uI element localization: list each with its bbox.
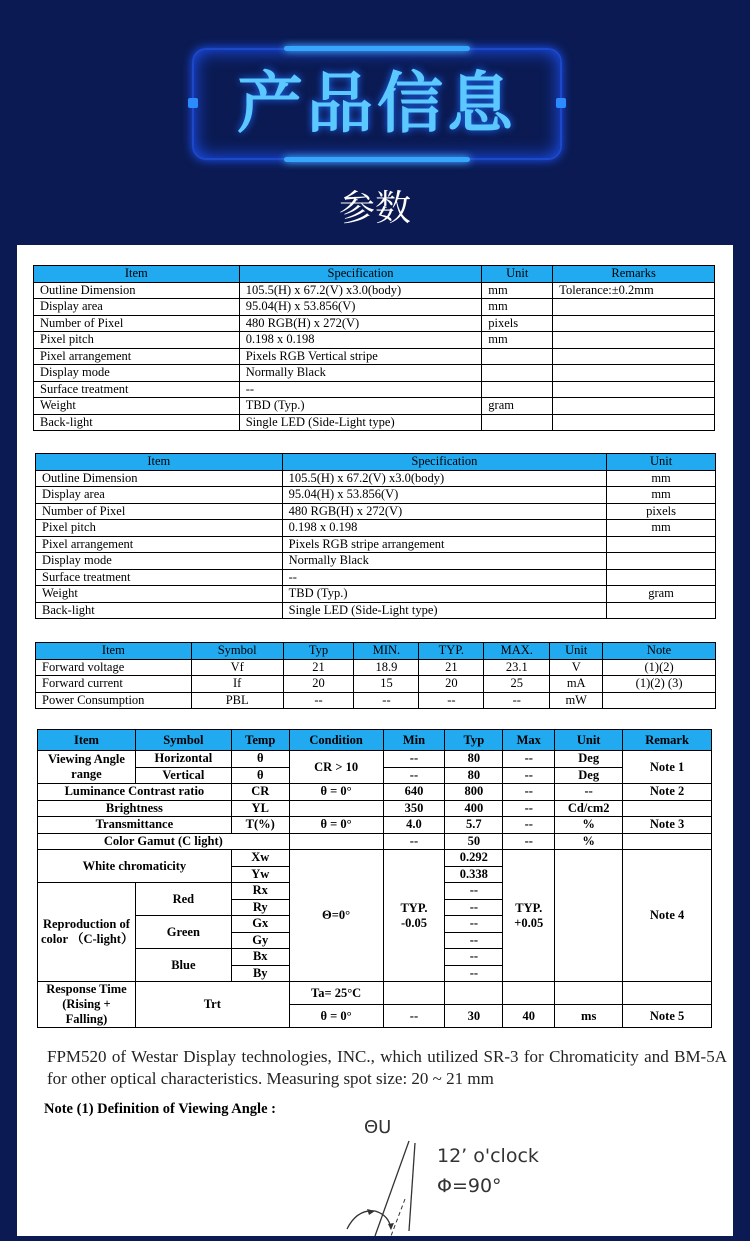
cell: 15 <box>354 676 419 693</box>
cell: 480 RGB(H) x 272(V) <box>239 315 482 332</box>
cell: 640 <box>383 784 445 801</box>
table-row <box>36 659 716 676</box>
cell: (1)(2) <box>603 659 716 676</box>
cell <box>553 299 715 316</box>
cell: Note 5 <box>623 1005 712 1028</box>
cell: pixels <box>607 503 716 520</box>
cell: % <box>555 833 623 850</box>
cell: 0.198 x 0.198 <box>239 332 482 349</box>
header-cell: Specification <box>282 454 606 471</box>
cell <box>553 414 715 431</box>
cell: Reproduction of color （C-light） <box>38 883 136 982</box>
cell: Gy <box>231 932 289 949</box>
header-cell: Item <box>36 643 192 660</box>
table-row <box>36 692 716 709</box>
cell: 40 <box>503 1005 555 1028</box>
cell: Color Gamut (C light) <box>38 833 290 850</box>
cell: -- <box>503 784 555 801</box>
table-row <box>34 348 715 365</box>
header-cell: TYP. <box>419 643 484 660</box>
table-row <box>36 470 716 487</box>
cell <box>553 315 715 332</box>
table-row <box>34 398 715 415</box>
cell: -- <box>445 932 503 949</box>
cell: mm <box>482 332 553 349</box>
table-row <box>34 299 715 316</box>
header-cell: Temp <box>231 730 289 751</box>
cell: Deg <box>555 751 623 768</box>
cell: 80 <box>445 767 503 784</box>
table-row <box>38 850 712 867</box>
cell: Pixel arrangement <box>36 536 283 553</box>
cell: Trt <box>135 982 289 1028</box>
viewing-angle-diagram <box>317 1111 617 1236</box>
cell: 105.5(H) x 67.2(V) x3.0(body) <box>282 470 606 487</box>
title-frame <box>192 48 562 160</box>
cell: PBL <box>191 692 283 709</box>
cell: TYP. +0.05 <box>503 850 555 982</box>
cell: 21 <box>419 659 484 676</box>
arrow-head-icon <box>388 1223 394 1230</box>
cell: T(%) <box>231 817 289 834</box>
cell: -- <box>445 883 503 900</box>
cell <box>482 365 553 382</box>
cell: mm <box>607 470 716 487</box>
phi-label: Φ=90° <box>437 1175 502 1197</box>
cell: Single LED (Side-Light type) <box>282 602 606 619</box>
cell: 21 <box>283 659 354 676</box>
cell: pixels <box>482 315 553 332</box>
cell: Surface treatment <box>36 569 283 586</box>
cell: 800 <box>445 784 503 801</box>
cell: TBD (Typ.) <box>282 586 606 603</box>
table-row <box>34 381 715 398</box>
cell: White chromaticity <box>38 850 232 883</box>
header-cell: Item <box>36 454 283 471</box>
cell: Weight <box>36 586 283 603</box>
cell: 23.1 <box>484 659 550 676</box>
cell: -- <box>383 751 445 768</box>
cell <box>607 553 716 570</box>
cell: Bx <box>231 949 289 966</box>
cell: Yw <box>231 866 289 883</box>
cell: 480 RGB(H) x 272(V) <box>282 503 606 520</box>
viewing-angle-cell: Viewing Angle range <box>38 751 136 784</box>
cell: Ry <box>231 899 289 916</box>
header-cell: MAX. <box>484 643 550 660</box>
cell: Outline Dimension <box>34 282 240 299</box>
header-cell: Typ <box>445 730 503 751</box>
panel-edge-line <box>409 1143 415 1231</box>
cell <box>555 982 623 1005</box>
cell: 0.292 <box>445 850 503 867</box>
header-cell: Unit <box>555 730 623 751</box>
cell: Weight <box>34 398 240 415</box>
cell <box>553 365 715 382</box>
cell: Note 2 <box>623 784 712 801</box>
cell <box>289 833 383 850</box>
page-title: 产品信息 <box>237 65 517 142</box>
cell: V <box>550 659 603 676</box>
cell: 18.9 <box>354 659 419 676</box>
header-cell: Specification <box>239 266 482 283</box>
header-cell: Symbol <box>135 730 231 751</box>
cell: -- <box>503 767 555 784</box>
cell: -- <box>419 692 484 709</box>
cell: 30 <box>445 1005 503 1028</box>
table-row <box>38 833 712 850</box>
cell <box>289 800 383 817</box>
table-row <box>38 784 712 801</box>
header-cell: Item <box>38 730 136 751</box>
cell: Note 3 <box>623 817 712 834</box>
table-row <box>36 676 716 693</box>
cell <box>445 982 503 1005</box>
cell: Luminance Contrast ratio <box>38 784 232 801</box>
cell <box>553 381 715 398</box>
cell: CR <box>231 784 289 801</box>
cell: Blue <box>135 949 231 982</box>
cell: Vf <box>191 659 283 676</box>
cell: 20 <box>419 676 484 693</box>
cell: Display area <box>34 299 240 316</box>
cell: mm <box>482 299 553 316</box>
cell: 20 <box>283 676 354 693</box>
cell: mm <box>607 520 716 537</box>
cell: θ = 0° <box>289 817 383 834</box>
table-row <box>36 487 716 504</box>
table-row <box>34 365 715 382</box>
header-cell: Note <box>603 643 716 660</box>
spec-table-1 <box>33 265 715 431</box>
cell: CR > 10 <box>289 751 383 784</box>
cell <box>607 569 716 586</box>
cell: Normally Black <box>239 365 482 382</box>
cell: mA <box>550 676 603 693</box>
cell: Display mode <box>36 553 283 570</box>
table-row <box>34 332 715 349</box>
table-row <box>36 520 716 537</box>
cell: Rx <box>231 883 289 900</box>
cell: Forward voltage <box>36 659 192 676</box>
header-cell: Typ <box>283 643 354 660</box>
cell: -- <box>383 767 445 784</box>
measurement-footnote: FPM520 of Westar Display technologies, INC., which utilized SR-3 for Chromaticity and BM-5A for other optical characteristics. Measuring spot size: 20 ~ 21 mm <box>47 1047 727 1088</box>
backlight-table <box>35 642 716 709</box>
cell <box>623 982 712 1005</box>
table-body <box>36 659 716 709</box>
cell: 95.04(H) x 53.856(V) <box>239 299 482 316</box>
cell: mW <box>550 692 603 709</box>
cell: 105.5(H) x 67.2(V) x3.0(body) <box>239 282 482 299</box>
cell <box>607 602 716 619</box>
clock-label: 12’ o'clock <box>437 1145 539 1167</box>
header-cell: Condition <box>289 730 383 751</box>
cell: Pixels RGB Vertical stripe <box>239 348 482 365</box>
cell: gram <box>607 586 716 603</box>
cell: Green <box>135 916 231 949</box>
cell: Red <box>135 883 231 916</box>
table-header-row <box>38 730 712 751</box>
header-cell: MIN. <box>354 643 419 660</box>
cell: YL <box>231 800 289 817</box>
cell: 4.0 <box>383 817 445 834</box>
table-header-row <box>36 454 716 471</box>
cell: Tolerance:±0.2mm <box>553 282 715 299</box>
cell: 400 <box>445 800 503 817</box>
cell: Pixel pitch <box>36 520 283 537</box>
spec-table-2 <box>35 453 716 619</box>
cell: -- <box>283 692 354 709</box>
cell <box>553 398 715 415</box>
cell: 25 <box>484 676 550 693</box>
cell: -- <box>445 899 503 916</box>
cell: Brightness <box>38 800 232 817</box>
cell: -- <box>282 569 606 586</box>
cell <box>503 982 555 1005</box>
cell: gram <box>482 398 553 415</box>
cell: Pixel pitch <box>34 332 240 349</box>
table-row <box>34 414 715 431</box>
arrow-head-icon <box>367 1209 375 1215</box>
cell: -- <box>239 381 482 398</box>
cell: -- <box>555 784 623 801</box>
cell: mm <box>482 282 553 299</box>
dashed-line <box>391 1199 405 1236</box>
header-cell: Item <box>34 266 240 283</box>
cell: Number of Pixel <box>34 315 240 332</box>
header-cell: Remarks <box>553 266 715 283</box>
cell <box>553 332 715 349</box>
header-cell: Symbol <box>191 643 283 660</box>
cell: Xw <box>231 850 289 867</box>
cell: Pixels RGB stripe arrangement <box>282 536 606 553</box>
table-header-row <box>36 643 716 660</box>
cell: -- <box>445 916 503 933</box>
cell: -- <box>503 833 555 850</box>
header-cell: Unit <box>482 266 553 283</box>
cell: Back-light <box>36 602 283 619</box>
viewing-angle-svg <box>317 1111 617 1236</box>
cell: -- <box>445 949 503 966</box>
cell: 80 <box>445 751 503 768</box>
cell: Note 4 <box>623 850 712 982</box>
cell: If <box>191 676 283 693</box>
content-card <box>17 245 733 1236</box>
cell: θ = 0° <box>289 784 383 801</box>
cell: ms <box>555 1005 623 1028</box>
cell: Pixel arrangement <box>34 348 240 365</box>
table-header-row <box>34 266 715 283</box>
cell <box>482 348 553 365</box>
cell <box>607 536 716 553</box>
table-row <box>34 282 715 299</box>
cell: 5.7 <box>445 817 503 834</box>
cell: Cd/cm2 <box>555 800 623 817</box>
header-cell: Unit <box>607 454 716 471</box>
table-row <box>36 586 716 603</box>
cell: Outline Dimension <box>36 470 283 487</box>
cell: θ = 0° <box>289 1005 383 1028</box>
cell: -- <box>354 692 419 709</box>
cell: % <box>555 817 623 834</box>
cell: TBD (Typ.) <box>239 398 482 415</box>
theta-u-label: ΘU <box>364 1117 392 1138</box>
table-row <box>36 503 716 520</box>
hero-banner <box>0 0 750 245</box>
cell <box>603 692 716 709</box>
cell: Ta= 25°C <box>289 982 383 1005</box>
cell <box>383 982 445 1005</box>
cell: Single LED (Side-Light type) <box>239 414 482 431</box>
cell: mm <box>607 487 716 504</box>
cell <box>623 800 712 817</box>
table-row <box>36 536 716 553</box>
cell: Forward current <box>36 676 192 693</box>
cell: Gx <box>231 916 289 933</box>
viewing-axis-line <box>375 1141 409 1236</box>
cell: 0.198 x 0.198 <box>282 520 606 537</box>
cell: -- <box>445 965 503 982</box>
cell <box>482 414 553 431</box>
table-body <box>34 282 715 431</box>
cell: 50 <box>445 833 503 850</box>
table-row <box>36 553 716 570</box>
cell <box>482 381 553 398</box>
cell: Transmittance <box>38 817 232 834</box>
table-row <box>36 569 716 586</box>
cell: Power Consumption <box>36 692 192 709</box>
table-row <box>34 315 715 332</box>
optical-table <box>37 729 712 1028</box>
cell: Surface treatment <box>34 381 240 398</box>
header-cell: Unit <box>550 643 603 660</box>
cell: Display mode <box>34 365 240 382</box>
cell: -- <box>383 833 445 850</box>
note-heading: Note (1) Definition of Viewing Angle : <box>44 1101 276 1117</box>
cell: -- <box>503 817 555 834</box>
cell: TYP. -0.05 <box>383 850 445 982</box>
cell: 350 <box>383 800 445 817</box>
cell: Back-light <box>34 414 240 431</box>
cell: 95.04(H) x 53.856(V) <box>282 487 606 504</box>
cell: (1)(2) (3) <box>603 676 716 693</box>
cell: Number of Pixel <box>36 503 283 520</box>
cell: -- <box>503 751 555 768</box>
table-row <box>38 982 712 1005</box>
cell <box>623 833 712 850</box>
cell <box>555 850 623 982</box>
cell: Response Time (Rising + Falling) <box>38 982 136 1028</box>
cell: 0.338 <box>445 866 503 883</box>
cell: -- <box>484 692 550 709</box>
table-body <box>36 470 716 619</box>
table-row <box>38 800 712 817</box>
cell: Θ=0° <box>289 850 383 982</box>
section-subtitle: 参数 <box>338 188 411 229</box>
header-cell: Max <box>503 730 555 751</box>
cell: By <box>231 965 289 982</box>
cell: θ <box>231 767 289 784</box>
cell: -- <box>503 800 555 817</box>
header-cell: Remark <box>623 730 712 751</box>
cell <box>553 348 715 365</box>
cell: Vertical <box>135 767 231 784</box>
cell: Display area <box>36 487 283 504</box>
cell: Normally Black <box>282 553 606 570</box>
cell: θ <box>231 751 289 768</box>
cell: Horizontal <box>135 751 231 768</box>
header-cell: Min <box>383 730 445 751</box>
table-row <box>38 817 712 834</box>
table-row <box>38 751 712 768</box>
table-row <box>36 602 716 619</box>
cell: Note 1 <box>623 751 712 784</box>
cell: -- <box>383 1005 445 1028</box>
cell: Deg <box>555 767 623 784</box>
